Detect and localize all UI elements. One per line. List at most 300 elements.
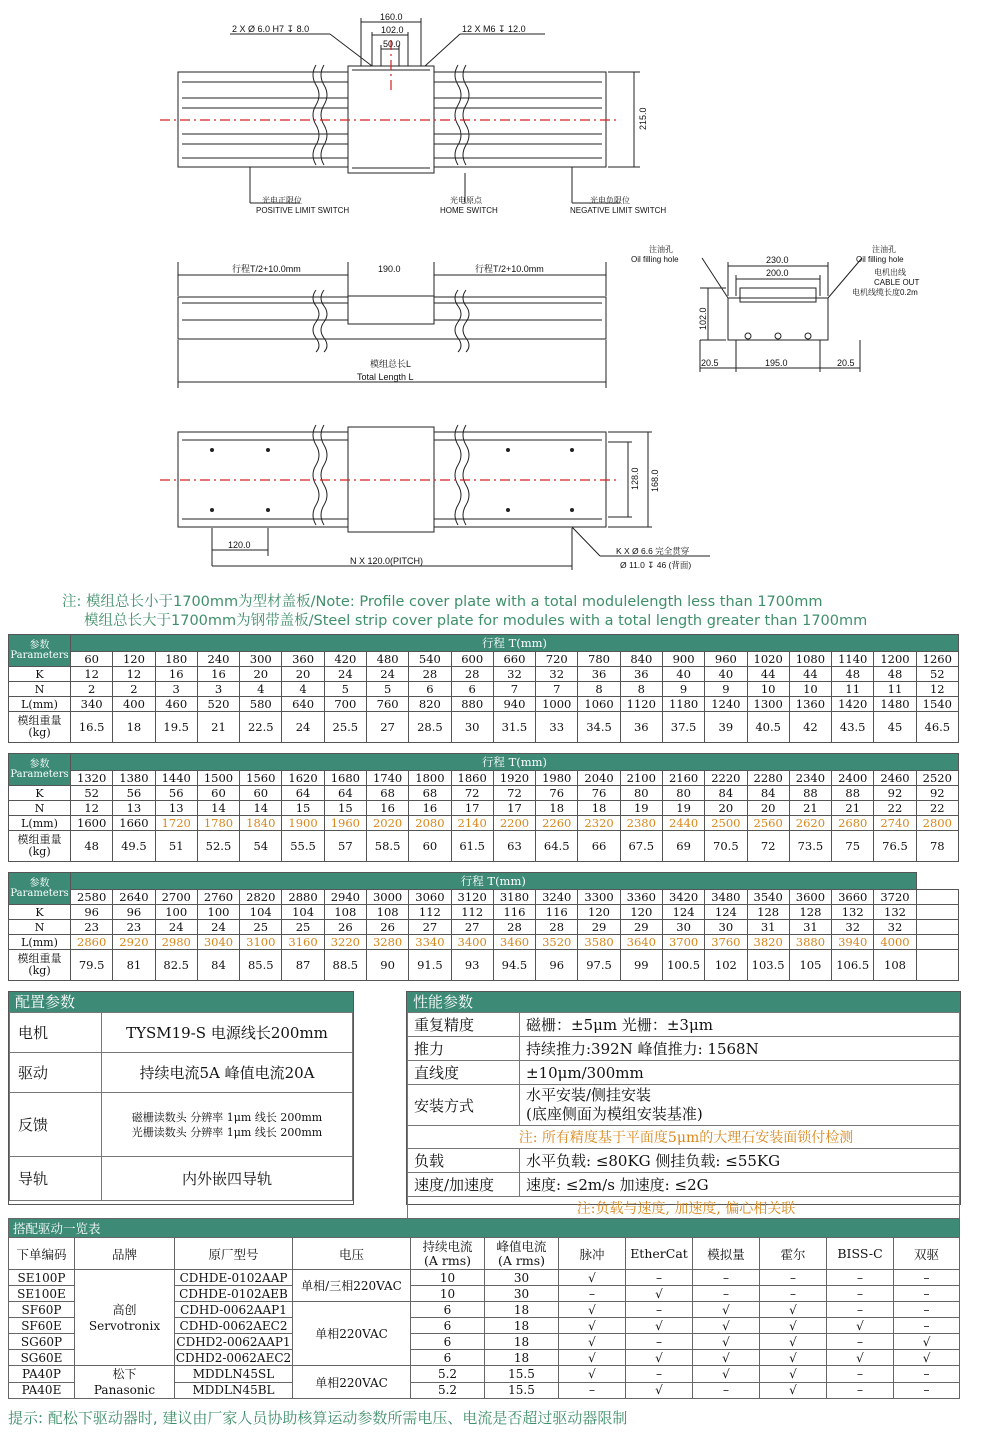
param-cn: 参数 bbox=[29, 877, 50, 889]
config-title: 配置参数 bbox=[9, 992, 353, 1012]
k-value: 44 bbox=[747, 667, 789, 682]
stroke-value: 1800 bbox=[409, 771, 451, 786]
driver-model: CDHDE-0102AAP bbox=[175, 1270, 293, 1286]
driver-peak: 30 bbox=[485, 1270, 559, 1286]
stroke-value: 3360 bbox=[620, 890, 662, 905]
driver-biss: – bbox=[827, 1382, 894, 1399]
k-value: 16 bbox=[197, 667, 239, 682]
driver-hall: – bbox=[760, 1286, 827, 1302]
stroke-value: 3180 bbox=[493, 890, 535, 905]
col-ethercat: EtherCat bbox=[626, 1238, 693, 1270]
straightness-label: 直线度 bbox=[408, 1061, 520, 1085]
stroke-value: 1740 bbox=[366, 771, 408, 786]
driver-code: SE100P bbox=[9, 1270, 75, 1286]
k-value: 100 bbox=[155, 905, 197, 920]
k-value: 120 bbox=[620, 905, 662, 920]
stroke-value: 1320 bbox=[71, 771, 113, 786]
parameter-table-1 bbox=[8, 634, 959, 743]
weight-value: 93 bbox=[451, 950, 493, 981]
note-line-1: 注: 模组总长小于1700mm为型材盖板/Note: Profile cover plate with a total modulelength less than 1700mm bbox=[62, 594, 823, 610]
col-biss: BISS-C bbox=[827, 1238, 894, 1270]
length-value: 3040 bbox=[197, 935, 239, 950]
mount-value-1: 水平安装/侧挂安装 bbox=[526, 1086, 652, 1104]
length-value: 3880 bbox=[789, 935, 831, 950]
stroke-value: 1620 bbox=[282, 771, 324, 786]
stroke-value: 2220 bbox=[705, 771, 747, 786]
oil-left-en: Oil filling hole bbox=[631, 255, 679, 264]
stroke-value: 840 bbox=[620, 652, 662, 667]
driver-pulse: √ bbox=[559, 1270, 626, 1286]
drive-value: 持续电流5A 峰值电流20A bbox=[102, 1053, 353, 1093]
stroke-value: 1440 bbox=[155, 771, 197, 786]
stroke-value: 3660 bbox=[832, 890, 874, 905]
stroke-value: 2040 bbox=[578, 771, 620, 786]
holes-left-callout: 2 X Ø 6.0 H7 ↧ 8.0 bbox=[232, 24, 310, 34]
n-value: 9 bbox=[662, 682, 704, 697]
stroke-value: 2640 bbox=[113, 890, 155, 905]
precision-note: 注: 所有精度基于平面度5μm的大理石安装面锁付检测 bbox=[408, 1126, 960, 1149]
feedback-line-1: 磁栅读数头 分辨率 1μm 线长 200mm bbox=[131, 1110, 323, 1124]
parameter-table-3 bbox=[8, 872, 959, 981]
n-value: 13 bbox=[155, 801, 197, 816]
length-value: 640 bbox=[282, 697, 324, 712]
repeat-label: 重复精度 bbox=[408, 1013, 520, 1037]
n-value: 21 bbox=[832, 801, 874, 816]
length-value: 1480 bbox=[874, 697, 916, 712]
length-value: 2980 bbox=[155, 935, 197, 950]
length-value: 1840 bbox=[240, 816, 282, 831]
n-value: 12 bbox=[71, 801, 113, 816]
thrust-value: 持续推力:392N 峰值推力: 1568N bbox=[520, 1037, 960, 1061]
driver-code: SF60E bbox=[9, 1318, 75, 1334]
k-value: 92 bbox=[874, 786, 916, 801]
row-label-k: K bbox=[9, 905, 71, 920]
stroke-value: 1200 bbox=[874, 652, 916, 667]
length-value: 880 bbox=[451, 697, 493, 712]
stroke-value: 1500 bbox=[197, 771, 239, 786]
row-label-n: N bbox=[9, 920, 71, 935]
stroke-header: 行程 T(mm) bbox=[71, 873, 917, 890]
n-value: 32 bbox=[874, 920, 916, 935]
driver-pulse: – bbox=[559, 1286, 626, 1302]
oil-right-en: Oil filling hole bbox=[856, 255, 904, 264]
n-value: 16 bbox=[366, 801, 408, 816]
length-value: 1780 bbox=[197, 816, 239, 831]
n-value: 9 bbox=[705, 682, 747, 697]
length-value: 2800 bbox=[916, 816, 958, 831]
weight-label: 模组重量 bbox=[17, 952, 62, 965]
k-value: 40 bbox=[705, 667, 747, 682]
weight-value: 79.5 bbox=[71, 950, 113, 981]
n-value: 19 bbox=[620, 801, 662, 816]
length-value: 2080 bbox=[409, 816, 451, 831]
weight-unit: (kg) bbox=[28, 845, 51, 858]
weight-value: 94.5 bbox=[493, 950, 535, 981]
length-value: 2500 bbox=[705, 816, 747, 831]
weight-value: 28.5 bbox=[409, 712, 451, 743]
repeat-value: 磁栅：±5μm 光栅：±3μm bbox=[520, 1013, 960, 1037]
dim-190: 190.0 bbox=[378, 264, 401, 274]
driver-model: MDDLN45SL bbox=[175, 1366, 293, 1383]
k-value: 40 bbox=[662, 667, 704, 682]
weight-value: 87 bbox=[282, 950, 324, 981]
driver-analog: √ bbox=[693, 1350, 760, 1366]
n-value: 23 bbox=[113, 920, 155, 935]
stroke-header: 行程 T(mm) bbox=[71, 754, 959, 771]
length-value: 2020 bbox=[366, 816, 408, 831]
config-panel bbox=[8, 991, 354, 1205]
n-value: 24 bbox=[197, 920, 239, 935]
stroke-left: 行程T/2+10.0mm bbox=[232, 264, 301, 274]
k-value: 88 bbox=[832, 786, 874, 801]
stroke-value: 1560 bbox=[240, 771, 282, 786]
col-analog: 模拟量 bbox=[693, 1238, 760, 1270]
param-header bbox=[9, 635, 71, 667]
performance-title: 性能参数 bbox=[407, 992, 960, 1012]
weight-value: 34.5 bbox=[578, 712, 620, 743]
oil-left-cn: 注油孔 bbox=[649, 245, 673, 254]
k-value: 68 bbox=[409, 786, 451, 801]
n-value: 16 bbox=[409, 801, 451, 816]
n-value: 7 bbox=[493, 682, 535, 697]
length-value: 3940 bbox=[832, 935, 874, 950]
weight-value: 97.5 bbox=[578, 950, 620, 981]
weight-value: 75 bbox=[832, 831, 874, 862]
col-peak-current: 峰值电流 bbox=[496, 1238, 547, 1254]
col-dual: 双驱 bbox=[894, 1238, 960, 1270]
driver-cont: 5.2 bbox=[411, 1366, 485, 1383]
length-value: 3460 bbox=[493, 935, 535, 950]
driver-dual: – bbox=[894, 1366, 960, 1383]
n-value: 30 bbox=[705, 920, 747, 935]
weight-value: 105 bbox=[789, 950, 831, 981]
col-hall: 霍尔 bbox=[760, 1238, 827, 1270]
drive-label: 驱动 bbox=[10, 1053, 102, 1093]
k-value: 76 bbox=[578, 786, 620, 801]
length-value: 2680 bbox=[832, 816, 874, 831]
n-value: 13 bbox=[113, 801, 155, 816]
driver-model: CDHD2-0062AAP1 bbox=[176, 1334, 291, 1349]
length-value: 1720 bbox=[155, 816, 197, 831]
cable-out-en: CABLE OUT bbox=[874, 278, 920, 287]
length-value: 3340 bbox=[409, 935, 451, 950]
k-value: 128 bbox=[789, 905, 831, 920]
weight-value: 61.5 bbox=[451, 831, 493, 862]
length-value: 700 bbox=[324, 697, 366, 712]
driver-analog: – bbox=[693, 1286, 760, 1302]
weight-value: 58.5 bbox=[366, 831, 408, 862]
k-value: 24 bbox=[324, 667, 366, 682]
n-value: 25 bbox=[282, 920, 324, 935]
brand-panasonic-en: Panasonic bbox=[93, 1383, 156, 1397]
length-value: 2200 bbox=[493, 816, 535, 831]
weight-value: 52.5 bbox=[197, 831, 239, 862]
dim-200: 200.0 bbox=[766, 268, 789, 278]
n-value: 29 bbox=[620, 920, 662, 935]
row-label-l: L(mm) bbox=[9, 935, 71, 950]
stroke-value: 2700 bbox=[155, 890, 197, 905]
k-value: 36 bbox=[578, 667, 620, 682]
col-cont-current: 持续电流 bbox=[422, 1238, 473, 1254]
weight-value: 39 bbox=[705, 712, 747, 743]
driver-model: CDHD-0062AAP1 bbox=[175, 1302, 293, 1318]
stroke-value: 1020 bbox=[747, 652, 789, 667]
stroke-value: 540 bbox=[409, 652, 451, 667]
stroke-header: 行程 T(mm) bbox=[71, 635, 959, 652]
weight-value: 49.5 bbox=[113, 831, 155, 862]
n-value: 5 bbox=[366, 682, 408, 697]
stroke-value: 2460 bbox=[874, 771, 916, 786]
driver-code: PA40E bbox=[9, 1382, 75, 1399]
stroke-value: 2520 bbox=[916, 771, 958, 786]
length-value: 2440 bbox=[662, 816, 704, 831]
dim-160: 160.0 bbox=[380, 12, 403, 22]
n-value: 8 bbox=[578, 682, 620, 697]
n-value: 4 bbox=[282, 682, 324, 697]
weight-value: 100.5 bbox=[662, 950, 704, 981]
weight-value: 69 bbox=[662, 831, 704, 862]
length-value: 4000 bbox=[874, 935, 916, 950]
n-value: 30 bbox=[662, 920, 704, 935]
col-code: 下单编码 bbox=[9, 1238, 75, 1270]
length-value: 3160 bbox=[282, 935, 324, 950]
driver-hall: √ bbox=[760, 1334, 827, 1350]
note-line-2: 模组总长大于1700mm为钢带盖板/Steel strip cover plate for modules with a total length greater than 1700mm bbox=[84, 613, 868, 629]
length-value: 520 bbox=[197, 697, 239, 712]
driver-biss: √ bbox=[827, 1318, 894, 1334]
n-value: 14 bbox=[197, 801, 239, 816]
param-en: Parameters bbox=[10, 649, 69, 661]
n-value: 22 bbox=[916, 801, 958, 816]
dim-128: 128.0 bbox=[630, 467, 640, 490]
driver-cont: 10 bbox=[411, 1270, 485, 1286]
motor-label: 电机 bbox=[10, 1013, 102, 1053]
col-pulse: 脉冲 bbox=[559, 1238, 626, 1270]
stroke-value: 3420 bbox=[662, 890, 704, 905]
n-value: 6 bbox=[409, 682, 451, 697]
voltage-b: 单相220VAC bbox=[293, 1302, 411, 1366]
weight-value: 16.5 bbox=[71, 712, 113, 743]
driver-biss: – bbox=[827, 1366, 894, 1383]
k-value: 68 bbox=[366, 786, 408, 801]
stroke-value: 3480 bbox=[705, 890, 747, 905]
driver-biss: – bbox=[827, 1286, 894, 1302]
length-value: 1900 bbox=[282, 816, 324, 831]
k-value: 20 bbox=[282, 667, 324, 682]
stroke-value: 360 bbox=[282, 652, 324, 667]
k-value: 72 bbox=[451, 786, 493, 801]
length-value: 940 bbox=[493, 697, 535, 712]
weight-value: 27 bbox=[366, 712, 408, 743]
config-table bbox=[9, 1012, 353, 1201]
stroke-value: 3720 bbox=[874, 890, 916, 905]
weight-value: 19.5 bbox=[155, 712, 197, 743]
weight-value: 33 bbox=[536, 712, 578, 743]
brand-servotronix-cn: 高创 bbox=[112, 1302, 137, 1317]
neg-limit-cn: 光电负限位 bbox=[590, 196, 630, 205]
length-value: 1000 bbox=[536, 697, 578, 712]
length-value: 2860 bbox=[71, 935, 113, 950]
stroke-right: 行程T/2+10.0mm bbox=[475, 264, 544, 274]
driver-hall: √ bbox=[760, 1350, 827, 1366]
weight-value: 70.5 bbox=[705, 831, 747, 862]
rail-label: 导轨 bbox=[10, 1157, 102, 1201]
driver-analog: √ bbox=[693, 1302, 760, 1318]
weight-value: 103.5 bbox=[747, 950, 789, 981]
stroke-value: 600 bbox=[451, 652, 493, 667]
k-holes-callout: K X Ø 6.6 完全贯穿 bbox=[616, 546, 690, 556]
dim-168: 168.0 bbox=[650, 469, 660, 492]
col-brand: 品牌 bbox=[75, 1238, 175, 1270]
n-value: 11 bbox=[874, 682, 916, 697]
driver-dual: – bbox=[894, 1318, 960, 1334]
driver-table-title: 搭配驱动一览表 bbox=[9, 1219, 960, 1238]
weight-value: 102 bbox=[705, 950, 747, 981]
driver-ethercat: – bbox=[626, 1302, 693, 1318]
stroke-value: 420 bbox=[324, 652, 366, 667]
stroke-value: 960 bbox=[705, 652, 747, 667]
driver-dual: √ bbox=[894, 1334, 960, 1350]
home-cn: 光电原点 bbox=[450, 196, 482, 205]
weight-value: 42 bbox=[789, 712, 831, 743]
weight-value: 25.5 bbox=[324, 712, 366, 743]
stroke-value: 60 bbox=[71, 652, 113, 667]
driver-peak: 15.5 bbox=[485, 1382, 559, 1399]
k-value: 80 bbox=[662, 786, 704, 801]
k-value: 116 bbox=[536, 905, 578, 920]
driver-code: SG60E bbox=[9, 1350, 75, 1366]
driver-pulse: √ bbox=[559, 1318, 626, 1334]
k-value: 52 bbox=[71, 786, 113, 801]
driver-pulse: √ bbox=[559, 1302, 626, 1318]
k-value: 28 bbox=[409, 667, 451, 682]
stroke-value: 2340 bbox=[789, 771, 831, 786]
length-value: 2620 bbox=[789, 816, 831, 831]
driver-cont: 6 bbox=[411, 1350, 485, 1366]
n-value: 10 bbox=[747, 682, 789, 697]
stroke-value: 3060 bbox=[409, 890, 451, 905]
weight-value: 51 bbox=[155, 831, 197, 862]
driver-ethercat: – bbox=[626, 1334, 693, 1350]
n-value: 19 bbox=[662, 801, 704, 816]
n-value: 26 bbox=[366, 920, 408, 935]
k-value: 28 bbox=[451, 667, 493, 682]
weight-unit: (kg) bbox=[28, 726, 51, 739]
driver-peak: 18 bbox=[485, 1318, 559, 1334]
driver-cont: 6 bbox=[411, 1318, 485, 1334]
k-value: 64 bbox=[282, 786, 324, 801]
n-value: 15 bbox=[324, 801, 366, 816]
length-value: 1420 bbox=[832, 697, 874, 712]
driver-hall: √ bbox=[760, 1302, 827, 1318]
length-value: 2260 bbox=[536, 816, 578, 831]
weight-value: 57 bbox=[324, 831, 366, 862]
performance-table bbox=[407, 1012, 960, 1220]
stroke-value: 3300 bbox=[578, 890, 620, 905]
weight-value: 84 bbox=[197, 950, 239, 981]
k-value: 88 bbox=[789, 786, 831, 801]
param-en: Parameters bbox=[10, 768, 69, 780]
pos-limit-en: POSITIVE LIMIT SWITCH bbox=[256, 206, 350, 215]
dim-230: 230.0 bbox=[766, 255, 789, 265]
stroke-value: 1680 bbox=[324, 771, 366, 786]
driver-pulse: √ bbox=[559, 1366, 626, 1383]
k-value: 104 bbox=[240, 905, 282, 920]
weight-value: 48 bbox=[71, 831, 113, 862]
driver-peak: 18 bbox=[485, 1334, 559, 1350]
k-value: 32 bbox=[493, 667, 535, 682]
weight-value: 24 bbox=[282, 712, 324, 743]
stroke-value: 2280 bbox=[747, 771, 789, 786]
weight-value: 90 bbox=[366, 950, 408, 981]
total-length-en: Total Length L bbox=[357, 372, 414, 382]
driver-pulse: √ bbox=[559, 1350, 626, 1366]
k-value: 56 bbox=[113, 786, 155, 801]
stroke-value: 3000 bbox=[366, 890, 408, 905]
k-value: 96 bbox=[113, 905, 155, 920]
voltage-c: 单相220VAC bbox=[293, 1366, 411, 1399]
oil-right-cn: 注油孔 bbox=[872, 245, 896, 254]
weight-value: 43.5 bbox=[832, 712, 874, 743]
pos-limit-cn: 光电正限位 bbox=[262, 196, 302, 205]
driver-dual: – bbox=[894, 1286, 960, 1302]
dim-50: 50.0 bbox=[383, 39, 401, 49]
k-value: 120 bbox=[578, 905, 620, 920]
k-value: 44 bbox=[789, 667, 831, 682]
param-cn: 参数 bbox=[29, 639, 50, 651]
n-value: 23 bbox=[71, 920, 113, 935]
weight-value: 40.5 bbox=[747, 712, 789, 743]
weight-label: 模组重量 bbox=[17, 714, 62, 727]
k-value: 76 bbox=[536, 786, 578, 801]
weight-value: 31.5 bbox=[493, 712, 535, 743]
stroke-value: 3600 bbox=[789, 890, 831, 905]
driver-pulse: – bbox=[559, 1382, 626, 1399]
k-value: 20 bbox=[240, 667, 282, 682]
length-value: 1540 bbox=[916, 697, 958, 712]
k-value: 132 bbox=[832, 905, 874, 920]
n-value: 2 bbox=[113, 682, 155, 697]
length-value: 3700 bbox=[662, 935, 704, 950]
total-length-cn: 模组总长L bbox=[370, 359, 412, 369]
k-value: 100 bbox=[197, 905, 239, 920]
brand-panasonic-cn: 松下 bbox=[112, 1367, 137, 1381]
driver-table bbox=[8, 1218, 960, 1399]
n-value: 8 bbox=[620, 682, 662, 697]
stroke-value: 2400 bbox=[832, 771, 874, 786]
driver-ethercat: – bbox=[626, 1270, 693, 1286]
stroke-value: 2580 bbox=[71, 890, 113, 905]
k-value: 12 bbox=[113, 667, 155, 682]
length-value: 580 bbox=[240, 697, 282, 712]
stroke-value: 3120 bbox=[451, 890, 493, 905]
driver-ethercat: √ bbox=[626, 1318, 693, 1334]
row-label-l: L(mm) bbox=[9, 816, 71, 831]
driver-ethercat: √ bbox=[626, 1382, 693, 1399]
col-peak-unit: (A rms) bbox=[498, 1252, 545, 1268]
row-label-n: N bbox=[9, 682, 71, 697]
stroke-value: 480 bbox=[366, 652, 408, 667]
length-value: 1360 bbox=[789, 697, 831, 712]
straightness-value: ±10μm/300mm bbox=[520, 1061, 960, 1085]
dim-20-5-left: 20.5 bbox=[701, 358, 719, 368]
driver-peak: 18 bbox=[485, 1302, 559, 1318]
driver-cont: 6 bbox=[411, 1334, 485, 1350]
n-value: 22 bbox=[874, 801, 916, 816]
stroke-value: 1140 bbox=[832, 652, 874, 667]
weight-value: 72 bbox=[747, 831, 789, 862]
dim-215: 215.0 bbox=[638, 107, 648, 130]
